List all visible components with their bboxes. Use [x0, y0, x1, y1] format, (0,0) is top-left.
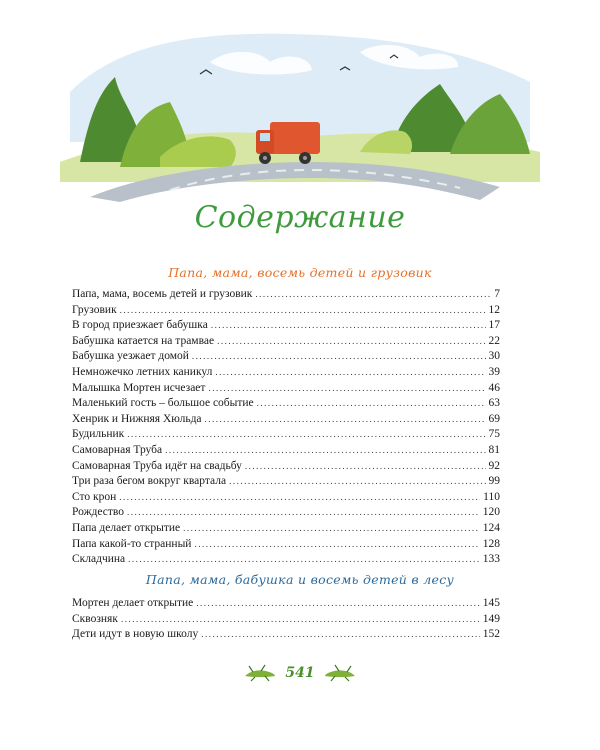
- toc-entry-title: Бабушка уезжает домой: [72, 350, 189, 363]
- toc-entry-page: 145: [482, 597, 500, 609]
- toc-entry-title: Малышка Мортен исчезает: [72, 381, 206, 394]
- toc-entry-page: 133: [482, 553, 500, 566]
- toc-entry-title: Папа, мама, восемь детей и грузовик: [72, 288, 253, 300]
- dot-leader: [120, 303, 486, 319]
- dot-leader: [183, 521, 480, 537]
- toc-entry-title: Самоварная Труба: [72, 443, 163, 456]
- toc-entry[interactable]: [72, 596, 500, 612]
- toc-entry-page: 128: [482, 537, 500, 550]
- toc-entry-title: Сто крон: [72, 490, 117, 503]
- toc-entry-page: 12: [488, 303, 500, 316]
- toc-entry-title: Три раза бегом вокруг квартала: [72, 475, 227, 488]
- toc-entry-title: Рождество: [72, 506, 124, 519]
- dot-leader: [165, 443, 485, 459]
- toc-entry-page: 152: [482, 628, 500, 641]
- dot-leader: [215, 365, 485, 381]
- toc-entry[interactable]: [72, 474, 500, 490]
- toc-entry-page: 46: [488, 381, 500, 394]
- page-footer: [0, 664, 600, 682]
- toc-entry[interactable]: [72, 443, 500, 459]
- toc-entry-page: 17: [488, 319, 500, 332]
- toc-entry[interactable]: [72, 505, 500, 521]
- toc-entry-page: 39: [488, 365, 500, 378]
- toc-entry[interactable]: [72, 521, 500, 537]
- toc-entry-page: 63: [488, 397, 500, 410]
- dot-leader: [201, 627, 480, 643]
- toc-entry-page: 7: [494, 288, 500, 300]
- toc-entry-page: 75: [488, 428, 500, 441]
- page-title: Содержание: [194, 200, 406, 235]
- toc-entry[interactable]: [72, 287, 500, 303]
- toc-entry-page: 110: [483, 490, 500, 503]
- toc-entry-title: Мортен делает открытие: [72, 597, 194, 609]
- toc-entry[interactable]: [72, 303, 500, 319]
- toc-entry-title: Самоварная Труба идёт на свадьбу: [72, 459, 242, 472]
- toc-entry[interactable]: [72, 459, 500, 475]
- toc-entry[interactable]: [72, 334, 500, 350]
- toc-entry[interactable]: [72, 552, 500, 568]
- toc-entry[interactable]: [72, 490, 500, 506]
- toc-entry[interactable]: [72, 396, 500, 412]
- toc-entry-title: Бабушка катается на трамвае: [72, 334, 215, 347]
- toc-entry[interactable]: [72, 627, 500, 643]
- toc-entry-title: Будильник: [72, 428, 125, 441]
- dot-leader: [217, 334, 485, 350]
- section-heading-2: Папа, мама, бабушка и восемь детей в лесу: [145, 572, 455, 587]
- toc-entry[interactable]: [72, 427, 500, 443]
- toc-entry-title: Складчина: [72, 553, 126, 566]
- section-heading-1: Папа, мама, восемь детей и грузовик: [168, 265, 432, 280]
- dot-leader: [194, 537, 479, 553]
- dot-leader: [211, 318, 486, 334]
- dot-leader: [245, 459, 486, 475]
- toc-entry-title: Папа какой-то странный: [72, 537, 192, 550]
- toc-entry-title: Папа делает открытие: [72, 521, 181, 534]
- dot-leader: [128, 552, 480, 568]
- dot-leader: [255, 287, 491, 303]
- toc-entry-title: Хенрик и Нижняя Хюльда: [72, 412, 202, 425]
- toc-entry-title: Грузовик: [72, 303, 117, 316]
- toc-entry-page: 120: [482, 506, 500, 519]
- dot-leader: [192, 349, 486, 365]
- dot-leader: [208, 381, 485, 397]
- dot-leader: [196, 596, 480, 612]
- toc-entry[interactable]: [72, 381, 500, 397]
- toc-entry-page: 149: [482, 612, 500, 625]
- dot-leader: [127, 427, 485, 443]
- toc-list-2: [72, 596, 500, 643]
- toc-entry-title: Дети идут в новую школу: [72, 628, 199, 641]
- dot-leader: [229, 474, 485, 490]
- toc-entry-page: 30: [488, 350, 500, 363]
- toc-entry[interactable]: [72, 318, 500, 334]
- toc-list-1: [72, 287, 500, 568]
- truck-illustration: [60, 22, 540, 202]
- toc-entry-title: Сквозняк: [72, 612, 118, 625]
- dot-leader: [205, 412, 486, 428]
- dot-leader: [257, 396, 486, 412]
- toc-entry[interactable]: [72, 365, 500, 381]
- toc-entry-title: В город приезжает бабушка: [72, 319, 208, 332]
- toc-entry[interactable]: [72, 412, 500, 428]
- toc-entry[interactable]: [72, 349, 500, 365]
- toc-entry[interactable]: [72, 612, 500, 628]
- toc-entry-page: 92: [488, 459, 500, 472]
- toc-entry-page: 22: [488, 334, 500, 347]
- grasshopper-right-icon: [323, 664, 357, 682]
- toc-entry-page: 69: [488, 412, 500, 425]
- toc-entry-title: Немножечко летних каникул: [72, 365, 213, 378]
- toc-entry-page: 124: [482, 521, 500, 534]
- toc-entry-page: 99: [488, 475, 500, 488]
- toc-entry-page: 81: [488, 443, 500, 456]
- grasshopper-left-icon: [243, 664, 277, 682]
- dot-leader: [127, 505, 480, 521]
- page-number: 541: [285, 665, 315, 681]
- toc-entry[interactable]: [72, 537, 500, 553]
- dot-leader: [119, 490, 480, 506]
- dot-leader: [121, 612, 480, 628]
- toc-entry-title: Маленький гость – большое событие: [72, 397, 254, 410]
